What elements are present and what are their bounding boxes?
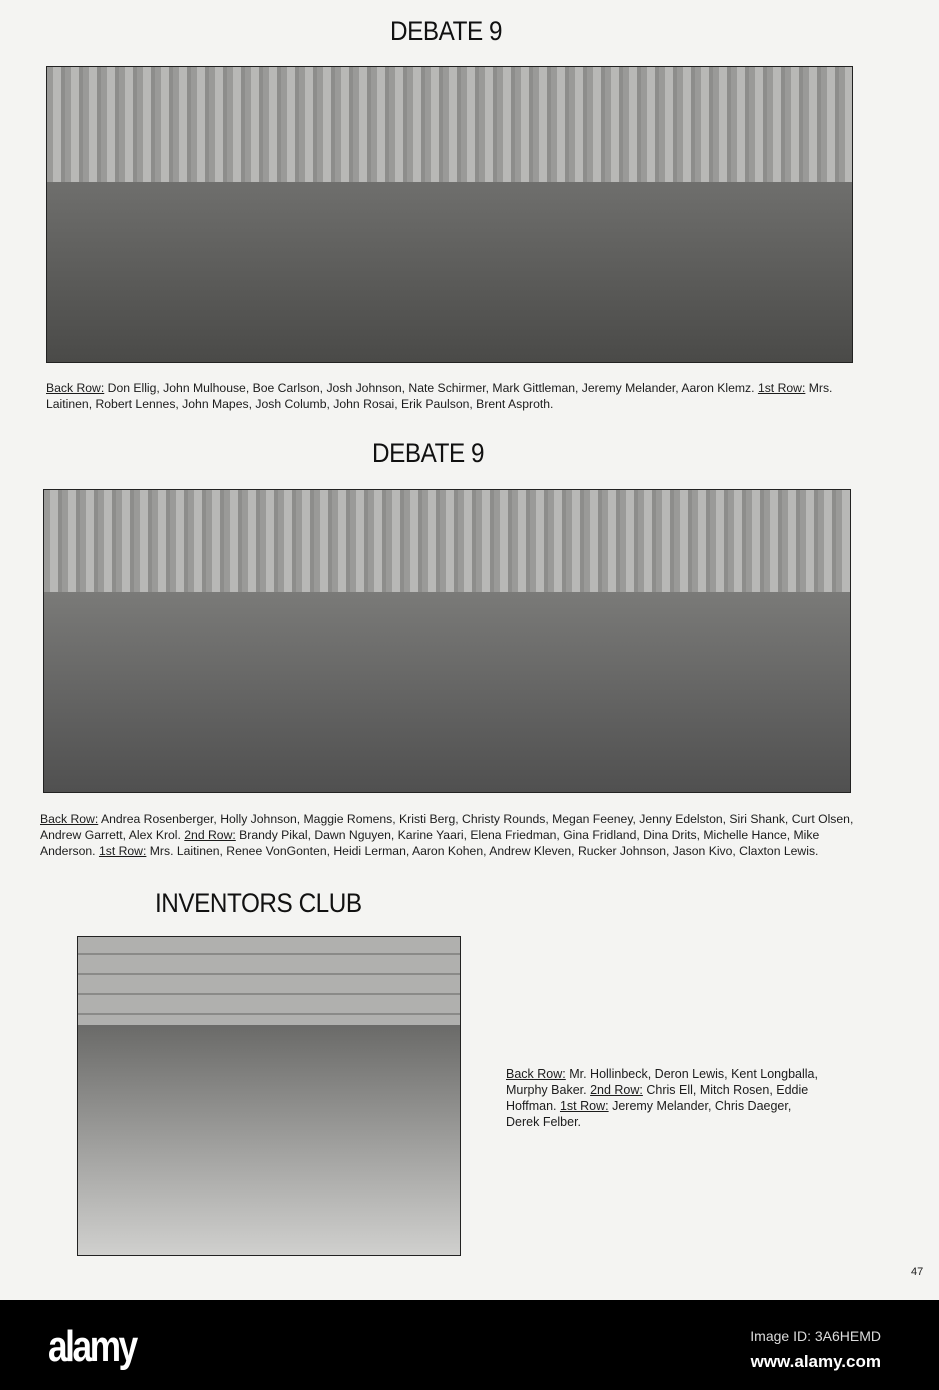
- names: Andrea Rosenberger, Holly Johnson, Maggie Romens, Kristi Berg, Christy Rounds, Megan Feeney, Jenny Edelston, Siri Shank, Curt Olsen, Andrew Garrett, Alex Krol.: [40, 812, 854, 842]
- section-title-debate-1: DEBATE 9: [390, 16, 503, 46]
- section-title-inventors-club: INVENTORS CLUB: [155, 888, 362, 918]
- debate-group-photo-2: [43, 489, 851, 793]
- inventors-club-photo: [77, 936, 461, 1256]
- row-label: 1st Row:: [559, 1099, 609, 1113]
- caption-debate-1: [46, 380, 866, 412]
- page-number: 47: [911, 1266, 924, 1278]
- alamy-logo: alamy: [48, 1322, 136, 1371]
- caption-inventors-club: [506, 1066, 826, 1130]
- row-label: 2nd Row:: [590, 1083, 643, 1097]
- row-label: 1st Row:: [98, 844, 147, 858]
- section-title-debate-2: DEBATE 9: [372, 438, 485, 468]
- names: Jeremy Melander, Chris Daeger, Derek Felber.: [506, 1099, 792, 1129]
- names: Brandy Pikal, Dawn Nguyen, Karine Yaari, Elena Friedman, Gina Fridland, Dina Drits, Michelle Hance, Mike Anderson.: [40, 828, 820, 858]
- site-url: www.alamy.com: [750, 1352, 881, 1371]
- row-label: Back Row:: [506, 1067, 566, 1081]
- row-label: Back Row:: [46, 381, 105, 395]
- names: Chris Ell, Mitch Rosen, Eddie Hoffman.: [506, 1083, 809, 1113]
- names: Mrs. Laitinen, Renee VonGonten, Heidi Lerman, Aaron Kohen, Andrew Kleven, Rucker Johnson, Jason Kivo, Claxton Lewis.: [146, 844, 819, 858]
- image-id: Image ID: 3A6HEMD: [750, 1328, 881, 1344]
- debate-group-photo-1: [46, 66, 853, 363]
- row-label: 1st Row:: [757, 381, 806, 395]
- caption-debate-2: [40, 811, 860, 859]
- names: Mrs. Laitinen, Robert Lennes, John Mapes, Josh Columb, John Rosai, Erik Paulson, Brent Asproth.: [46, 381, 833, 411]
- watermark-banner: [0, 1300, 939, 1390]
- row-label: 2nd Row:: [184, 828, 236, 842]
- names: Don Ellig, John Mulhouse, Boe Carlson, Josh Johnson, Nate Schirmer, Mark Gittleman, Jeremy Melander, Aaron Klemz.: [104, 381, 758, 395]
- row-label: Back Row:: [40, 812, 99, 826]
- names: Mr. Hollinbeck, Deron Lewis, Kent Longballa, Murphy Baker.: [506, 1067, 818, 1097]
